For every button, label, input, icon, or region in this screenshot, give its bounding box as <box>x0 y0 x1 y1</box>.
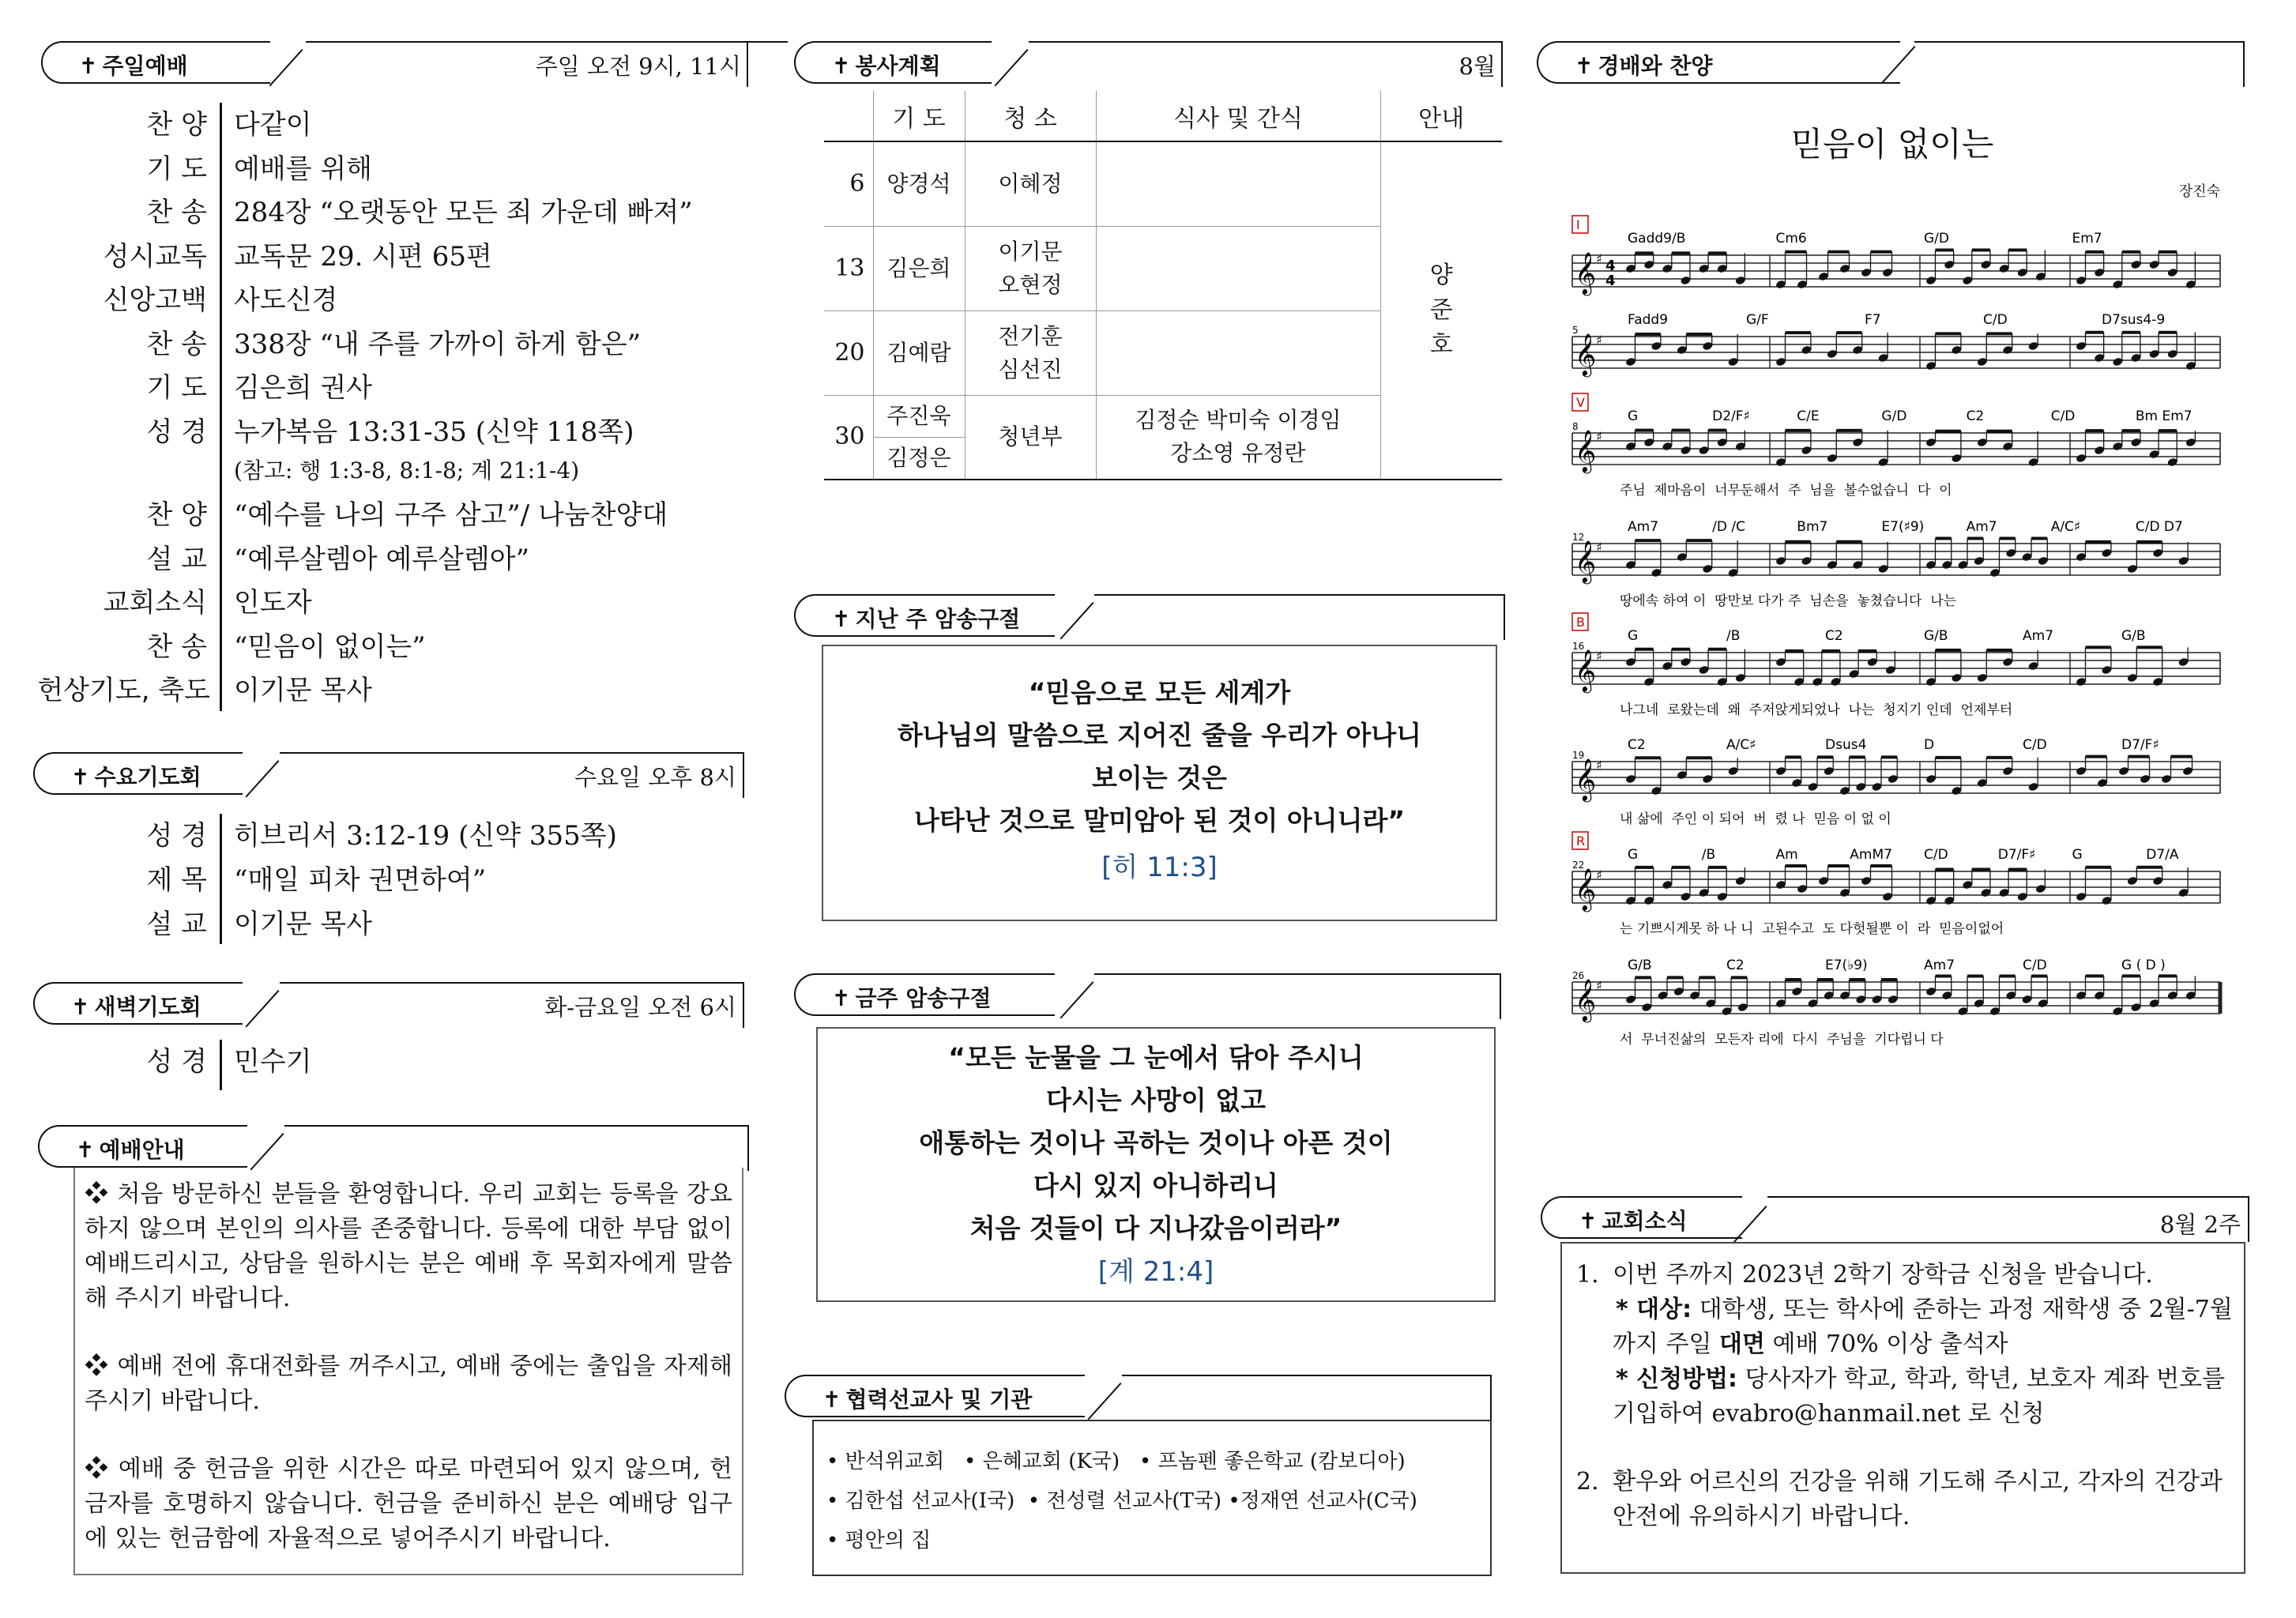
news-target-text: 대학생, 또는 학사에 준하는 과정 재학생 중 2월-7월 <box>1692 1296 2233 1323</box>
meal-cell-line: 김정순 박미숙 이경임 <box>1135 407 1342 434</box>
key-sharp-icon: ♯ <box>1596 867 1602 882</box>
order-value: (참고: 행 1:3-8, 8:1-8; 계 21:1-4) <box>234 457 580 484</box>
verse-line: “믿음으로 모든 세계가 <box>1028 677 1291 708</box>
chord-symbol: Em7 <box>2072 231 2102 246</box>
order-label: 설 교 <box>146 909 207 940</box>
table-header: 기 도 <box>873 91 965 141</box>
news-target-text-2c: 예배 70% 이상 출석자 <box>1764 1330 2008 1358</box>
clean-cell-line: 심선진 <box>998 356 1063 382</box>
missions-line-1: • 반석위교회 • 은혜교회 (K국) • 프놈펜 좋은학교 (캄보디아) <box>826 1450 1406 1473</box>
chord-symbol: E7(♯9) <box>1881 519 1925 535</box>
chord-symbol: /B <box>1726 628 1741 644</box>
meal-cell <box>1096 395 1380 480</box>
this-verse-ref: [계 21:4] <box>1097 1256 1214 1288</box>
last-verse-box <box>822 645 1497 921</box>
table-header: 안내 <box>1380 91 1502 141</box>
cross-icon: ✝ <box>822 1387 841 1413</box>
cross-icon: ✝ <box>79 53 98 79</box>
table-header: 식사 및 간식 <box>1096 91 1380 141</box>
chord-symbol: C/D D7 <box>2135 519 2183 535</box>
treble-clef-icon: 𝄞 <box>1575 758 1597 800</box>
dawn-title: 새벽기도회 <box>94 994 201 1020</box>
missions-header <box>785 1375 1492 1422</box>
measure-number: 16 <box>1572 641 1585 652</box>
time-signature: 4 <box>1605 258 1616 274</box>
treble-clef-icon: 𝄞 <box>1575 978 1597 1021</box>
news-date: 8월 2주 <box>2159 1211 2241 1238</box>
verse-line: 하나님의 말씀으로 지어진 줄을 우리가 아나니 <box>897 720 1422 751</box>
lyrics-line: 나그네 로왔는데 왜 주저앉게되었나 나는 청지기 인데 언제부터 <box>1620 702 2013 718</box>
chord-symbol: /B <box>1701 847 1716 863</box>
chord-symbol: G/B <box>2121 628 2146 644</box>
guide-paragraph-1: ❖ 처음 방문하신 분들을 환영합니다. 우리 교회는 등록을 강요하지 않으며 본인의 의사를 존중합니다. 등록에 대한 부담 없이 예배드리시고, 상담을 원하시는 분은 예배 후 목회자에게 말씀해 주시기 바랍니다. <box>85 1180 732 1312</box>
news-item-1-text: 이번 주까지 2023년 2학기 장학금 신청을 받습니다. <box>1613 1261 2153 1289</box>
lyrics-line: 는 기쁘시게못 하 나 니 고된수고 도 다헛될뿐 이 라 믿음이없어 <box>1620 921 2004 937</box>
chord-symbol: A/C♯ <box>1726 737 1756 753</box>
prayer-cell-line: 김은희 <box>886 254 951 281</box>
order-label: 교회소식 <box>103 587 207 619</box>
treble-clef-icon: 𝄞 <box>1575 540 1597 582</box>
dawn-time: 화-금요일 오전 6시 <box>544 994 736 1021</box>
news-item-1-number: 1. <box>1576 1261 1599 1289</box>
wednesday-order <box>0 814 758 948</box>
order-value: “예수를 나의 구주 삼고”/ 나눔찬양대 <box>234 499 668 531</box>
prayer-cell-line: 주진욱 <box>874 396 965 438</box>
news-item-2-text-2: 안전에 유의하시기 바랍니다. <box>1613 1503 1910 1530</box>
wednesday-time: 수요일 오후 8시 <box>574 764 736 791</box>
order-label: 성 경 <box>146 820 207 852</box>
order-label: 성 경 <box>146 1046 207 1078</box>
prayer-cell-line: 김예람 <box>886 339 951 366</box>
table-header-row <box>824 91 1502 141</box>
order-value: 인도자 <box>234 587 312 619</box>
verse-line: “모든 눈물을 그 눈에서 닦아 주시니 <box>948 1042 1364 1073</box>
order-label: 기 도 <box>146 152 207 185</box>
chord-symbol: AmM7 <box>1850 847 1892 863</box>
cross-icon: ✝ <box>1575 53 1594 79</box>
order-value: “믿음이 없이는” <box>234 630 426 663</box>
chord-symbol: Dsus4 <box>1825 737 1867 753</box>
chord-symbol: C/D <box>1924 847 1948 863</box>
chord-symbol: D7/F♯ <box>1997 847 2036 863</box>
day-cell: 6 <box>824 141 873 226</box>
news-method-label: * 신청방법: <box>1616 1365 1738 1393</box>
clean-cell <box>965 141 1096 226</box>
key-sharp-icon: ♯ <box>1596 333 1602 348</box>
lyrics-line: 주님 제마음이 너무둔해서 주 님을 볼수없습니 다 이 <box>1620 483 1952 499</box>
chord-symbol: C2 <box>1628 737 1646 753</box>
guide-header <box>38 1125 749 1172</box>
verse-line: 다시는 사망이 없고 <box>1045 1085 1266 1116</box>
prayer-cell <box>873 310 965 395</box>
chord-symbol: /D /C <box>1712 519 1745 535</box>
key-sharp-icon: ♯ <box>1596 649 1602 664</box>
order-value: 338장 “내 주를 가까이 하게 함은” <box>234 328 641 360</box>
news-item-2-text: 환우와 어르신의 건강을 위해 기도해 주시고, 각자의 건강과 <box>1613 1468 2223 1496</box>
key-sharp-icon: ♯ <box>1596 251 1602 266</box>
dawn-header <box>33 982 744 1029</box>
chord-symbol: C/D <box>2023 737 2047 753</box>
last-verse-title: 지난 주 암송구절 <box>855 606 1021 632</box>
clean-cell-line: 전기훈 <box>998 322 1063 349</box>
lyrics-line: 내 삶에 주인 이 되어 버 렸 나 믿음 이 없 이 <box>1620 811 1891 827</box>
measure-number: 8 <box>1572 421 1579 432</box>
measure-number: 12 <box>1572 532 1585 543</box>
news-item-2-number: 2. <box>1576 1468 1599 1496</box>
missions-title: 협력선교사 및 기관 <box>845 1387 1033 1413</box>
chord-symbol: G ( D ) <box>2121 958 2166 973</box>
meal-cell <box>1096 310 1380 395</box>
order-label: 찬 양 <box>146 109 207 141</box>
guide-box <box>73 1168 743 1575</box>
chord-symbol: G/D <box>1881 408 1907 424</box>
wednesday-title: 수요기도회 <box>94 764 201 790</box>
treble-clef-icon: 𝄞 <box>1575 429 1597 472</box>
cross-icon: ✝ <box>1579 1208 1598 1234</box>
sunday-title: 주일예배 <box>102 53 188 79</box>
treble-clef-icon: 𝄞 <box>1575 251 1597 294</box>
meal-cell <box>1096 141 1380 226</box>
treble-clef-icon: 𝄞 <box>1575 867 1597 910</box>
chord-symbol: E7(♭9) <box>1825 958 1868 973</box>
chord-symbol: C/E <box>1797 408 1820 424</box>
chord-symbol: C2 <box>1825 628 1843 644</box>
chord-symbol: C2 <box>1726 958 1745 973</box>
praise-header <box>1537 41 2248 88</box>
order-value: “예루살렘아 예루살렘아” <box>234 543 530 575</box>
guide-paragraph-3: ❖ 예배 중 헌금을 위한 시간은 따로 마련되어 있지 않으며, 헌금자를 호명하지 않습니다. 헌금을 준비하신 분은 예배당 입구에 있는 헌금함에 자율적으로 넣어주시기 바랍니다. <box>85 1455 732 1552</box>
usher-cell <box>1380 141 1502 480</box>
lyrics-line: 서 무너진삶의 모든자 리에 다시 주님을 기다립니 다 <box>1620 1032 1944 1048</box>
order-value: 예배를 위해 <box>234 152 373 185</box>
chord-symbol: Cm6 <box>1775 231 1807 246</box>
clean-cell-line: 청년부 <box>998 423 1063 450</box>
chord-symbol: C/D <box>2050 408 2076 424</box>
order-value: 누가복음 13:31-35 (신약 118쪽) <box>234 416 634 448</box>
news-target-label: * 대상: <box>1616 1296 1692 1323</box>
missions-line-2: • 김한섭 선교사(I국) • 전성렬 선교사(T국) •정재연 선교사(C국) <box>826 1489 1417 1513</box>
guide-title: 예배안내 <box>99 1137 185 1163</box>
order-value: 다같이 <box>234 109 312 141</box>
order-label: 헌상기도, 축도 <box>37 675 210 706</box>
chord-symbol: D7/A <box>2146 847 2179 863</box>
chord-symbol: C/D <box>1983 312 2008 328</box>
sunday-header <box>41 41 752 88</box>
meal-cell <box>1096 226 1380 310</box>
key-sharp-icon: ♯ <box>1596 758 1602 773</box>
order-value: 이기문 목사 <box>234 909 373 940</box>
wednesday-header <box>33 752 744 800</box>
time-signature: 4 <box>1605 273 1616 289</box>
music-staff-svg <box>1568 205 2228 1059</box>
order-value: 김은희 권사 <box>234 372 373 404</box>
chord-symbol: F7 <box>1865 312 1881 328</box>
chord-symbol: Am7 <box>1924 958 1955 973</box>
chord-symbol: G <box>2072 847 2083 863</box>
cross-icon: ✝ <box>832 53 851 79</box>
news-box <box>1560 1242 2245 1574</box>
cross-icon: ✝ <box>71 994 90 1020</box>
order-value: “매일 피차 권면하여” <box>234 864 487 896</box>
order-label: 신앙고백 <box>103 284 207 316</box>
chord-symbol: D7/F♯ <box>2121 737 2159 753</box>
chord-symbol: D2/F♯ <box>1712 408 1750 424</box>
news-title: 교회소식 <box>1602 1208 1688 1234</box>
rehearsal-mark: R <box>1576 833 1586 849</box>
clean-cell <box>965 395 1096 480</box>
this-verse-box <box>816 1027 1496 1302</box>
dawn-order <box>0 1040 758 1095</box>
order-value: 민수기 <box>234 1046 312 1078</box>
chord-symbol: G/B <box>1924 628 1948 644</box>
key-sharp-icon: ♯ <box>1596 429 1602 444</box>
song-composer: 장진숙 <box>2178 183 2220 200</box>
verse-line: 애통하는 것이나 곡하는 것이나 아픈 것이 <box>919 1127 1393 1158</box>
key-sharp-icon: ♯ <box>1596 540 1602 555</box>
verse-line: 다시 있지 아니하리니 <box>1033 1170 1278 1201</box>
treble-clef-icon: 𝄞 <box>1575 649 1597 691</box>
news-item-2 <box>1576 1465 2236 1534</box>
measure-number: 26 <box>1572 970 1585 981</box>
cross-icon: ✝ <box>832 985 851 1011</box>
this-verse-title: 금주 암송구절 <box>855 985 992 1011</box>
prayer-cell <box>873 141 965 226</box>
rehearsal-mark: B <box>1576 615 1585 630</box>
chord-symbol: C2 <box>1966 408 1985 424</box>
chord-symbol: D7sus4-9 <box>2102 312 2166 328</box>
chord-symbol: G/F <box>1746 312 1769 328</box>
clean-cell-line: 이혜정 <box>998 170 1063 197</box>
order-label: 찬 양 <box>146 499 207 531</box>
this-verse-header <box>794 973 1501 1021</box>
meal-cell-line: 강소영 유정란 <box>1170 440 1306 467</box>
key-sharp-icon: ♯ <box>1596 978 1602 993</box>
chord-symbol: G <box>1628 847 1639 863</box>
table-header <box>824 91 873 141</box>
rehearsal-mark: V <box>1576 395 1585 410</box>
chord-symbol: G/D <box>1924 231 1949 246</box>
service-plan-header <box>794 41 1505 88</box>
last-verse-header <box>794 594 1505 642</box>
sunday-order <box>0 103 758 711</box>
clean-cell-line: 이기문 <box>998 238 1063 265</box>
prayer-cell <box>873 395 965 480</box>
measure-number: 22 <box>1572 860 1585 871</box>
prayer-cell <box>873 226 965 310</box>
prayer-cell-line: 김정은 <box>886 444 951 471</box>
rehearsal-mark-box <box>1572 216 1588 233</box>
chord-symbol: D <box>1924 737 1935 753</box>
praise-title: 경배와 찬양 <box>1598 53 1713 79</box>
order-value: 사도신경 <box>234 284 338 316</box>
service-plan-table <box>824 91 1502 480</box>
song-title: 믿음이 없이는 <box>1790 125 1994 164</box>
news-item-1 <box>1576 1258 2236 1432</box>
order-label: 찬 송 <box>146 328 207 360</box>
service-plan-month: 8월 <box>1459 53 1496 80</box>
order-value: 교독문 29. 시편 65편 <box>234 240 492 273</box>
chord-symbol: C/D <box>2023 958 2047 973</box>
table-row <box>824 141 1502 226</box>
measure-number: 19 <box>1572 750 1585 761</box>
chord-symbol: Am7 <box>1966 519 1997 535</box>
order-label: 찬 송 <box>146 197 207 228</box>
table-header: 청 소 <box>965 91 1096 141</box>
news-method-text: 당사자가 학교, 학과, 학년, 보호자 계좌 번호를 <box>1737 1365 2226 1393</box>
order-value: 284장 “오랫동안 모든 죄 가운데 빠져” <box>234 197 693 228</box>
sunday-time: 주일 오전 9시, 11시 <box>535 53 741 80</box>
measure-number: 5 <box>1572 325 1579 336</box>
chord-symbol: G/B <box>1628 958 1652 973</box>
order-label: 성시교독 <box>103 240 207 273</box>
chord-symbol: Am7 <box>2023 628 2054 644</box>
news-method-text-2: 기입하여 evabro@hanmail.net 로 신청 <box>1613 1400 2045 1428</box>
usher-name: 양 준 호 <box>1429 262 1453 359</box>
chord-symbol: G <box>1628 408 1639 424</box>
chord-symbol: Fadd9 <box>1628 312 1669 328</box>
cross-icon: ✝ <box>71 764 90 790</box>
cross-icon: ✝ <box>76 1137 95 1163</box>
order-label: 찬 송 <box>146 630 207 663</box>
news-target-text-2b: 대면 <box>1719 1330 1765 1358</box>
service-plan-title: 봉사계획 <box>855 53 941 79</box>
missions-box <box>812 1420 1492 1576</box>
news-header <box>1541 1196 2252 1244</box>
chord-symbol: G <box>1628 628 1639 644</box>
verse-line: 보이는 것은 <box>1092 762 1227 793</box>
treble-clef-icon: 𝄞 <box>1575 333 1597 375</box>
clean-cell <box>965 226 1096 310</box>
order-label: 제 목 <box>146 864 207 896</box>
rehearsal-mark: I <box>1576 217 1580 232</box>
chord-symbol: Am <box>1775 847 1798 863</box>
verse-line: 처음 것들이 다 지나갔음이러라” <box>969 1213 1342 1244</box>
day-cell: 13 <box>824 226 873 310</box>
cross-icon: ✝ <box>832 606 851 632</box>
order-label: 설 교 <box>146 543 207 575</box>
lyrics-line: 땅에속 하여 이 땅만보 다가 주 님손을 놓쳤습니다 나는 <box>1620 593 1957 609</box>
clean-cell <box>965 310 1096 395</box>
order-label: 성 경 <box>146 416 207 448</box>
order-label: 기 도 <box>146 372 207 404</box>
clean-cell-line: 오현정 <box>998 271 1063 298</box>
last-verse-ref: [히 11:3] <box>1101 852 1218 883</box>
news-target-text-2a: 까지 주일 <box>1613 1330 1719 1358</box>
day-cell: 20 <box>824 310 873 395</box>
order-value: 히브리서 3:12-19 (신약 355쪽) <box>234 820 617 852</box>
verse-line: 나타난 것으로 말미암아 된 것이 아니니라” <box>913 805 1406 836</box>
guide-paragraph-2: ❖ 예배 전에 휴대전화를 꺼주시고, 예배 중에는 출입을 자제해 주시기 바랍니다. <box>85 1353 732 1415</box>
missions-line-3: • 평안의 집 <box>826 1529 932 1552</box>
chord-symbol: Bm7 <box>1797 519 1828 535</box>
chord-symbol: Gadd9/B <box>1628 231 1686 246</box>
chord-symbol: Bm Em7 <box>2135 408 2192 424</box>
chord-symbol: Am7 <box>1628 519 1659 535</box>
prayer-cell-line: 양경석 <box>886 170 951 197</box>
sheet-music <box>1568 205 2228 1059</box>
day-cell: 30 <box>824 395 873 480</box>
chord-symbol: A/C♯ <box>2050 519 2081 535</box>
order-value: 이기문 목사 <box>234 675 373 706</box>
